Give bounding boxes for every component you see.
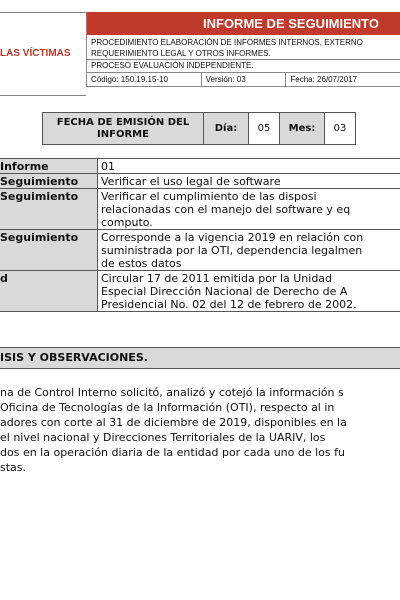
row-value (97, 271, 400, 311)
row-value (97, 189, 400, 229)
analysis-paragraph (0, 385, 400, 475)
paragraph-line: Oficina de Tecnologías de la Información (OTI), respecto al in (0, 401, 335, 414)
row-value (97, 230, 400, 270)
document-version: Versión: 03 (202, 73, 287, 86)
paragraph-line: na de Control Interno solicitó, analizó y cotejó la información s (0, 386, 344, 399)
document-date: Fecha: 26/07/2017 (290, 75, 358, 84)
report-info-table (0, 158, 400, 312)
row-value-line: de estos datos (101, 257, 182, 270)
document-meta (86, 73, 400, 87)
month-label: Mes: (280, 113, 325, 144)
procedure-name (86, 35, 400, 60)
procedure-line-2: REQUERIMIENTO LEGAL Y OTROS INFORMES. (91, 49, 271, 58)
paragraph-line: dos en la operación diaria de la entidad por cada uno de los fu (0, 446, 345, 459)
row-value-line: Corresponde a la vigencia 2019 en relación con (101, 231, 364, 244)
paragraph-line: stas. (0, 461, 27, 474)
issue-date-table (42, 112, 356, 145)
row-label: Seguimiento (0, 189, 97, 229)
row-label: Seguimiento (0, 230, 97, 270)
row-value-line: computo. (101, 216, 153, 229)
table-row (0, 230, 400, 271)
row-value-line: Circular 17 de 2011 emitida por la Unidad (101, 272, 333, 285)
logo-text: LAS VÍCTIMAS (0, 48, 71, 59)
row-label: Seguimiento (0, 174, 97, 188)
process-name: PROCESO EVALUACIÓN INDEPENDIENTE. (86, 60, 400, 73)
procedure-line-1: PROCEDIMIENTO ELABORACIÓN DE INFORMES INTERNOS, EXTERNO (91, 38, 363, 47)
logo-area (0, 12, 86, 96)
row-value-line: 01 (101, 160, 115, 173)
table-row (0, 271, 400, 312)
row-value (97, 159, 400, 173)
day-label: Día: (204, 113, 249, 144)
row-label: d (0, 271, 97, 311)
row-label: Informe (0, 159, 97, 173)
document-code: Código: 150.19.15-10 (87, 73, 202, 86)
row-value-line: Presidencial No. 02 del 12 de febrero de 2002. (101, 298, 357, 311)
issue-date-label-line-2: INFORME (97, 128, 149, 140)
table-row (0, 174, 400, 189)
row-value-line: suministrada por la OTI, dependencia legalmen (101, 244, 363, 257)
day-value: 05 (249, 113, 280, 144)
issue-date-label (43, 113, 204, 144)
row-value-line: Especial Dirección Nacional de Derecho de A (101, 285, 348, 298)
table-row (0, 159, 400, 174)
section-heading: ISIS Y OBSERVACIONES. (0, 347, 400, 369)
table-row (0, 189, 400, 230)
row-value (97, 174, 400, 188)
paragraph-line: adores con corte al 31 de diciembre de 2019, disponibles en la (0, 416, 347, 429)
row-value-line: Verificar el uso legal de software (101, 175, 281, 188)
month-value: 03 (333, 123, 347, 134)
document-header (86, 12, 400, 87)
document-title: INFORME DE SEGUIMIENTO (86, 12, 400, 35)
row-value-line: Verificar el cumplimiento de las disposi (101, 190, 317, 203)
paragraph-line: el nivel nacional y Direcciones Territoriales de la UARIV, los (0, 431, 326, 444)
issue-date-label-line-1: FECHA DE EMISIÓN DEL (56, 116, 190, 128)
row-value-line: relacionadas con el manejo del software y eq (101, 203, 351, 216)
